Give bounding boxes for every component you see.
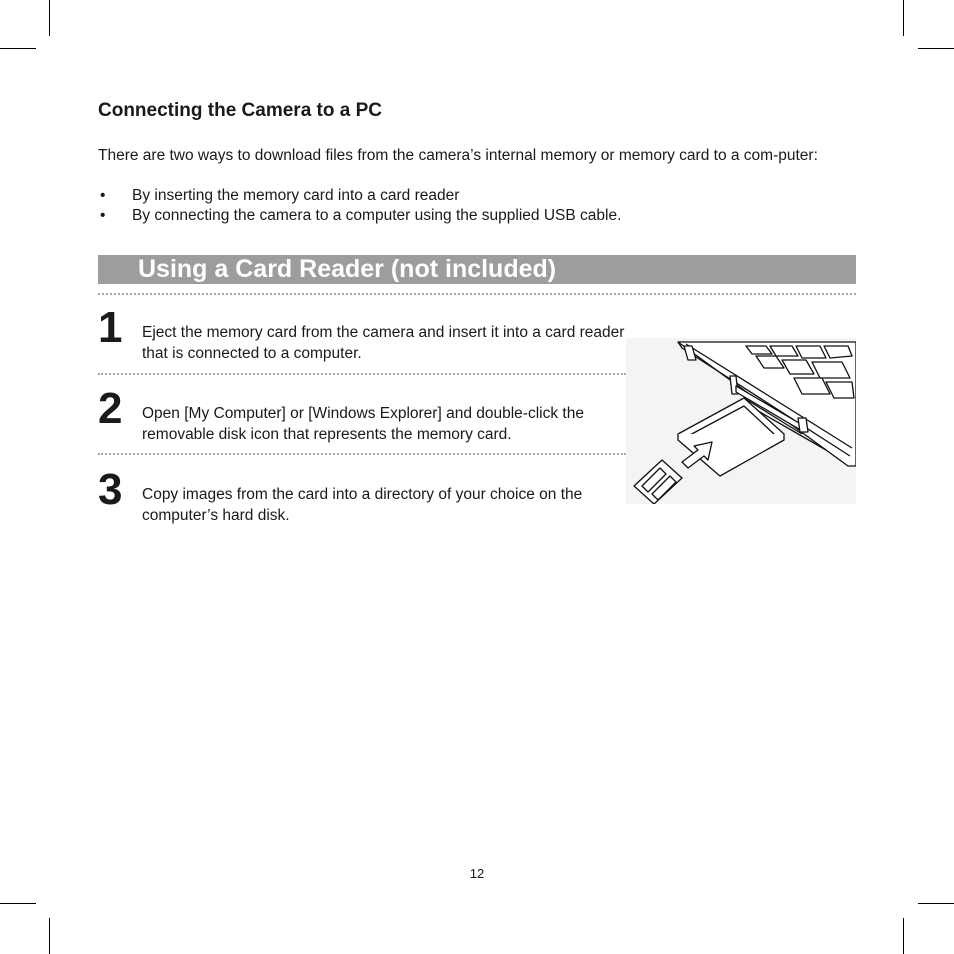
step-1 [98,303,628,366]
dotted-divider [98,373,626,375]
list-item [98,186,848,206]
dotted-divider [98,453,626,455]
step-3 [98,465,628,528]
crop-mark [903,0,904,36]
crop-mark [0,48,36,49]
step-number: 1 [98,303,123,352]
list-item-text: By inserting the memory card into a card reader [132,187,460,204]
list-item [98,206,848,226]
step-text: Eject the memory card from the camera and insert it into a card reader that is connected to a computer. [142,324,625,362]
crop-mark [49,0,50,36]
crop-mark [918,903,954,904]
step-2 [98,384,628,447]
card-reader-drawing [626,338,856,504]
dotted-divider [98,293,856,295]
step-number: 3 [98,465,123,514]
bullet-symbol: • [100,187,106,204]
section-title: Connecting the Camera to a PC [98,100,382,121]
intro-paragraph: There are two ways to download files from the camera’s internal memory or memory card to a com-puter: [98,147,818,164]
list-item-text: By connecting the camera to a computer using the supplied USB cable. [132,207,622,224]
bullet-symbol: • [100,207,106,224]
page-number: 12 [469,866,485,881]
method-list [98,186,848,226]
crop-mark [903,918,904,954]
crop-mark [49,918,50,954]
step-number: 2 [98,384,123,433]
section-banner [98,255,856,284]
crop-mark [0,903,36,904]
step-text: Copy images from the card into a directory of your choice on the computer’s hard disk. [142,486,583,524]
crop-mark [918,48,954,49]
card-reader-illustration [626,338,856,504]
step-text: Open [My Computer] or [Windows Explorer] and double-click the removable disk icon that represents the memory card. [142,405,584,443]
banner-title: Using a Card Reader (not included) [138,255,557,283]
